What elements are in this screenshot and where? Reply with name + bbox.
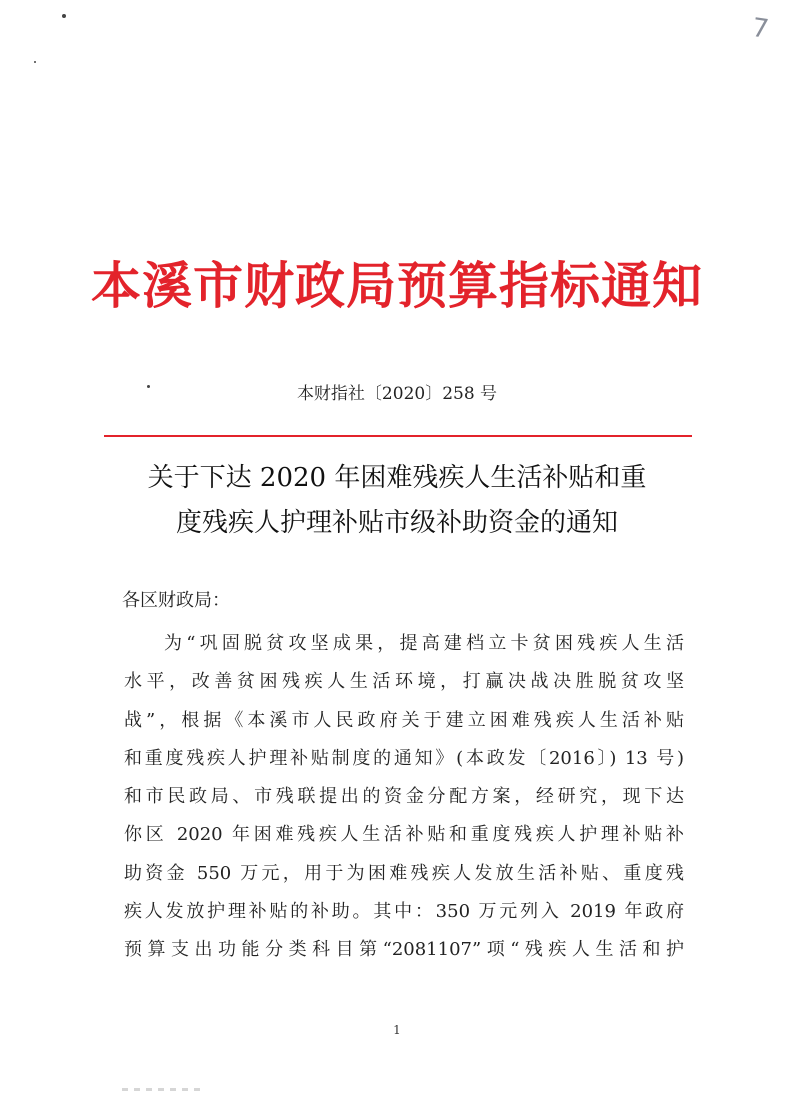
addressee: 各区财政局： [122, 590, 230, 611]
handwritten-page-mark: 7 [749, 12, 771, 46]
scan-speck [34, 61, 36, 63]
body-line: 和市民政局、市残联提出的资金分配方案，经研究，现下达 [124, 786, 684, 808]
scan-artifact [122, 1088, 202, 1091]
document-header-title: 本溪市财政局预算指标通知 [91, 257, 703, 315]
body-line: 水平，改善贫困残疾人生活环境，打赢决战决胜脱贫攻坚 [124, 671, 684, 693]
body-line: 和重度残疾人护理补贴制度的通知》(本政发〔2016〕) 13 号) [124, 747, 684, 769]
body-line: 你区 2020 年困难残疾人生活补贴和重度残疾人护理补贴补 [124, 824, 684, 846]
body-line: 为“巩固脱贫攻坚成果，提高建档立卡贫困残疾人生活 [164, 633, 684, 654]
notice-title [100, 456, 694, 546]
notice-title-line: 度残疾人护理补贴市级补助资金的通知 [175, 508, 618, 538]
scan-speck [62, 14, 66, 18]
body-line: 战”，根据《本溪市人民政府关于建立困难残疾人生活补贴 [124, 709, 684, 731]
document-number: 本财指社〔2020〕258 号 [296, 384, 498, 404]
body-line: 助资金 550 万元，用于为困难残疾人发放生活补贴、重度残 [124, 862, 684, 884]
body-paragraph [124, 625, 684, 970]
header-divider-rule [104, 435, 692, 437]
notice-title-line: 关于下达 2020 年困难残疾人生活补贴和重 [147, 463, 647, 493]
body-line: 疾人发放护理补贴的补助。其中：350 万元列入 2019 年政府 [124, 901, 684, 923]
footer-page-number: 1 [393, 1023, 401, 1037]
body-line: 预算支出功能分类科目第“2081107”项“残疾人生活和护 [124, 939, 684, 961]
